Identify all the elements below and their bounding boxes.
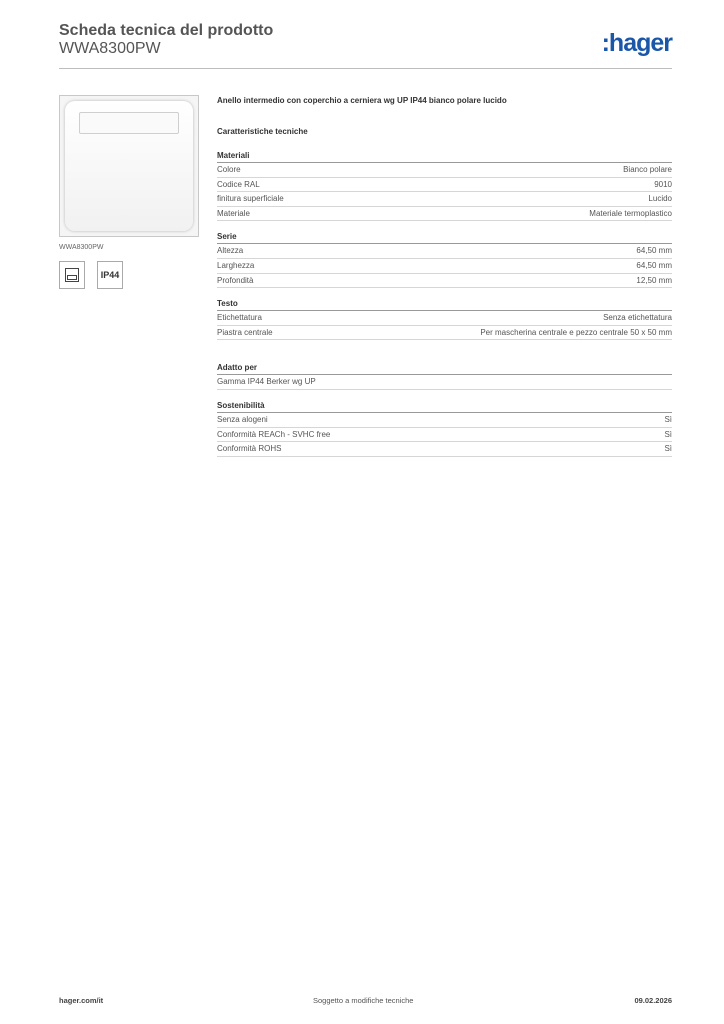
spec-section [217,150,672,221]
page-title: Scheda tecnica del prodotto [59,22,274,39]
section-title: Serie [217,231,672,244]
spec-label: Senza alogeni [217,414,268,424]
spec-value: 64,50 mm [636,246,672,256]
product-image [59,95,199,237]
product-cover [65,101,193,231]
spec-value: Per mascherina centrale e pezzo centrale 50 x 50 mm [480,327,672,337]
spec-value: 12,50 mm [636,275,672,285]
header-divider [59,68,672,69]
spec-row [217,413,672,428]
section-title: Sostenibilità [217,400,672,413]
spec-label: Colore [217,165,241,174]
product-specs [217,96,672,467]
spec-value: Sì [664,429,672,439]
spec-section [217,298,672,340]
spec-label: Larghezza [217,260,255,270]
section-title: Testo [217,298,672,311]
spec-row [217,326,672,341]
spec-row [217,207,672,222]
spec-row [217,442,672,457]
ip44-icon [97,261,123,289]
spec-label: Codice RAL [217,179,260,189]
spec-section [217,400,672,457]
tech-heading: Caratteristiche tecniche [217,127,308,136]
spec-label: finitura superficiale [217,194,284,204]
page-header [59,22,273,58]
hager-logo: :hager [601,29,672,57]
product-code: WWA8300PW [59,40,161,57]
spec-value: Sì [664,444,672,454]
spec-section [217,231,672,288]
footer-website[interactable]: hager.com/it [59,996,104,1005]
spec-value: Senza etichettatura [603,313,672,323]
spec-row [217,375,672,390]
spec-value: Sì [664,414,672,424]
spec-label: Conformità REACh - SVHC free [217,429,331,439]
spec-label: Piastra centrale [217,327,273,337]
spec-label: Profondità [217,275,254,285]
spec-sections [217,150,672,457]
product-description: Anello intermedio con coperchio a cerniera wg UP IP44 bianco polare lucido [217,96,507,105]
spec-value: Bianco polare [623,165,672,174]
spec-value: Lucido [648,194,672,204]
spec-row [217,259,672,274]
ip44-label: IP44 [100,270,120,280]
spec-row [217,163,672,178]
image-caption: WWA8300PW [59,244,104,251]
spec-label: Materiale [217,208,250,218]
frame-glyph [65,268,79,282]
spec-label: Etichettatura [217,313,262,323]
footer-notice: Soggetto a modifiche tecniche [313,996,414,1005]
spec-section [217,362,672,390]
spec-value: 64,50 mm [636,260,672,270]
spec-row [217,192,672,207]
spec-row [217,428,672,443]
spec-row [217,244,672,259]
spec-row [217,274,672,289]
spec-value: 9010 [654,179,672,189]
spec-label: Altezza [217,246,244,256]
section-title: Adatto per [217,362,672,375]
spec-row [217,178,672,193]
spec-row [217,311,672,326]
spec-label: Gamma IP44 Berker wg UP [217,377,316,387]
spec-label: Conformità ROHS [217,444,282,454]
frame-symbol-icon [59,261,85,289]
spec-value: Materiale termoplastico [589,208,672,218]
section-title: Materiali [217,150,672,163]
footer-date: 09.02.2026 [634,996,672,1005]
product-label-window [79,112,179,134]
